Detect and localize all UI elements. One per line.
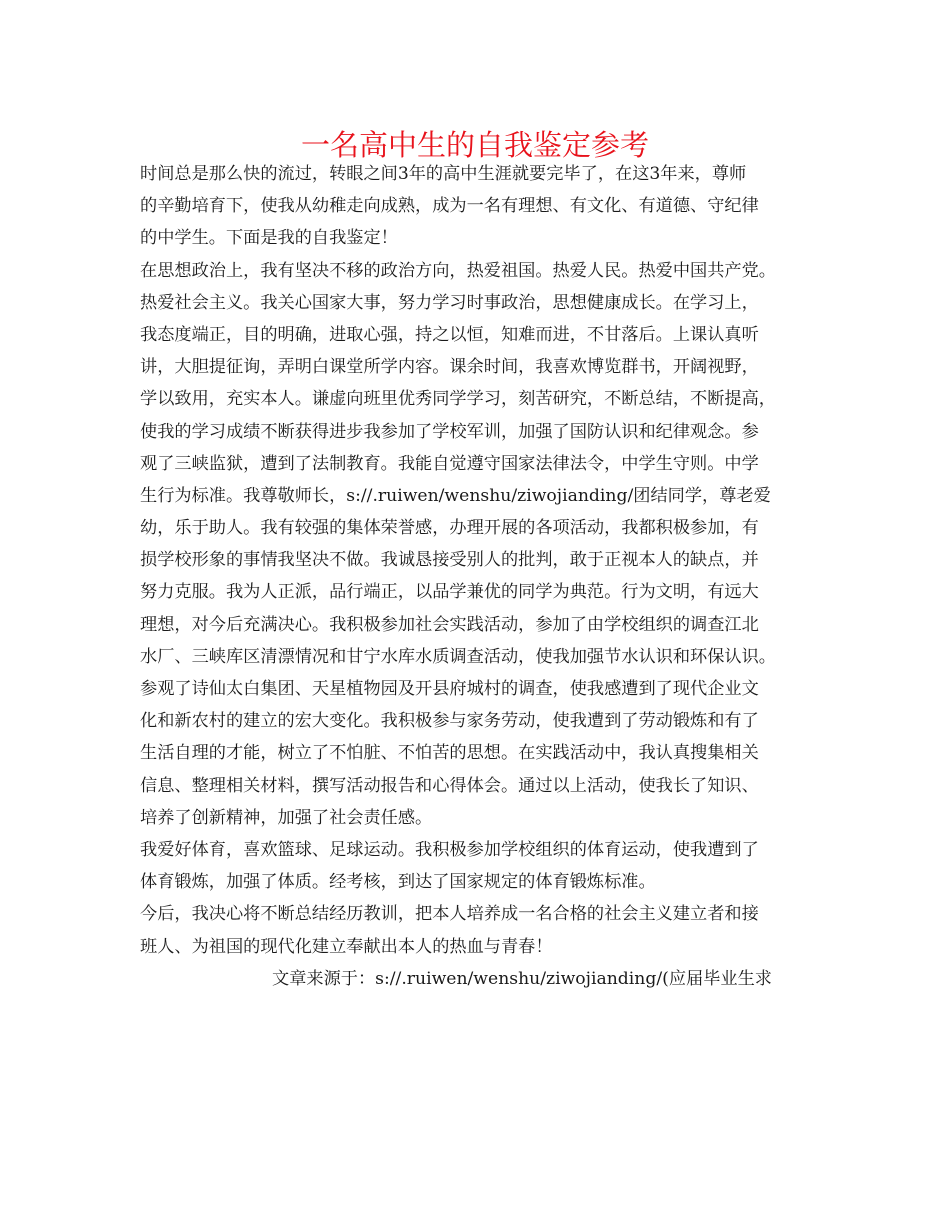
text-line: 讲，大胆提征询，弄明白课堂所学内容。课余时间，我喜欢博览群书，开阔视野， — [140, 357, 759, 378]
text-line: 水厂、三峡库区清漂情况和甘宁水库水质调查活动，使我加强节水认识和环保认识。 — [140, 646, 776, 667]
source-line: 文章来源于：s://.ruiwen/wenshu/ziwojianding/(应届毕业生求 — [272, 968, 772, 989]
text-line: 我爱好体育，喜欢篮球、足球运动。我积极参加学校组织的体育运动，使我遭到了 — [140, 839, 759, 860]
text-line: 努力克服。我为人正派，品行端正，以品学兼优的同学为典范。行为文明，有远大 — [140, 582, 759, 603]
text-line: 学以致用，充实本人。谦虚向班里优秀同学学习，刻苦研究，不断总结，不断提高， — [140, 389, 776, 410]
text-line: 损学校形象的事情我坚决不做。我诚恳接受别人的批判，敢于正视本人的缺点，并 — [140, 550, 759, 571]
text-line: 信息、整理相关材料，撰写活动报告和心得体会。通过以上活动，使我长了知识、 — [140, 775, 759, 796]
document-title: 一名高中生的自我鉴定参考 — [300, 128, 649, 162]
text-line: 生活自理的才能，树立了不怕脏、不怕苦的思想。在实践活动中，我认真搜集相关 — [140, 743, 759, 764]
document-body — [140, 158, 830, 995]
text-line: 我态度端正，目的明确，进取心强，持之以恒，知难而进，不甘落后。上课认真听 — [140, 324, 759, 345]
text-line: 观了三峡监狱，遭到了法制教育。我能自觉遵守国家法律法令，中学生守则。中学 — [140, 453, 759, 474]
text-line: 化和新农村的建立的宏大变化。我积极参与家务劳动，使我遭到了劳动锻炼和有了 — [140, 711, 759, 732]
text-line: 参观了诗仙太白集团、天星植物园及开县府城村的调查，使我感遭到了现代企业文 — [140, 679, 759, 699]
text-line: 培养了创新精神，加强了社会责任感。 — [140, 807, 433, 828]
text-line: 使我的学习成绩不断获得进步我参加了学校军训，加强了国防认识和纪律观念。参 — [140, 421, 759, 442]
text-line: 时间总是那么快的流过，转眼之间3年的高中生涯就要完毕了，在这3年来，尊师 — [140, 164, 747, 184]
text-line: 今后，我决心将不断总结经历教训，把本人培养成一名合格的社会主义建立者和接 — [140, 904, 759, 925]
text-line: 的中学生。下面是我的自我鉴定！ — [140, 228, 398, 249]
text-line: 生行为标准。我尊敬师长，s://.ruiwen/wenshu/ziwojianding/团结同学，尊老爱 — [140, 485, 771, 506]
text-line: 理想，对今后充满决心。我积极参加社会实践活动，参加了由学校组织的调查江北 — [140, 614, 759, 635]
text-line: 体育锻炼，加强了体质。经考核，到达了国家规定的体育锻炼标准。 — [140, 872, 656, 893]
text-line: 热爱社会主义。我关心国家大事，努力学习时事政治，思想健康成长。在学习上， — [140, 292, 759, 313]
text-line: 的辛勤培育下，使我从幼稚走向成熟，成为一名有理想、有文化、有道德、守纪律 — [140, 196, 759, 217]
text-line: 在思想政治上，我有坚决不移的政治方向，热爱祖国。热爱人民。热爱中国共产党。 — [140, 260, 776, 281]
text-line: 班人、为祖国的现代化建立奉献出本人的热血与青春！ — [140, 936, 553, 957]
text-line: 幼，乐于助人。我有较强的集体荣誉感，办理开展的各项活动，我都积极参加，有 — [140, 518, 759, 539]
